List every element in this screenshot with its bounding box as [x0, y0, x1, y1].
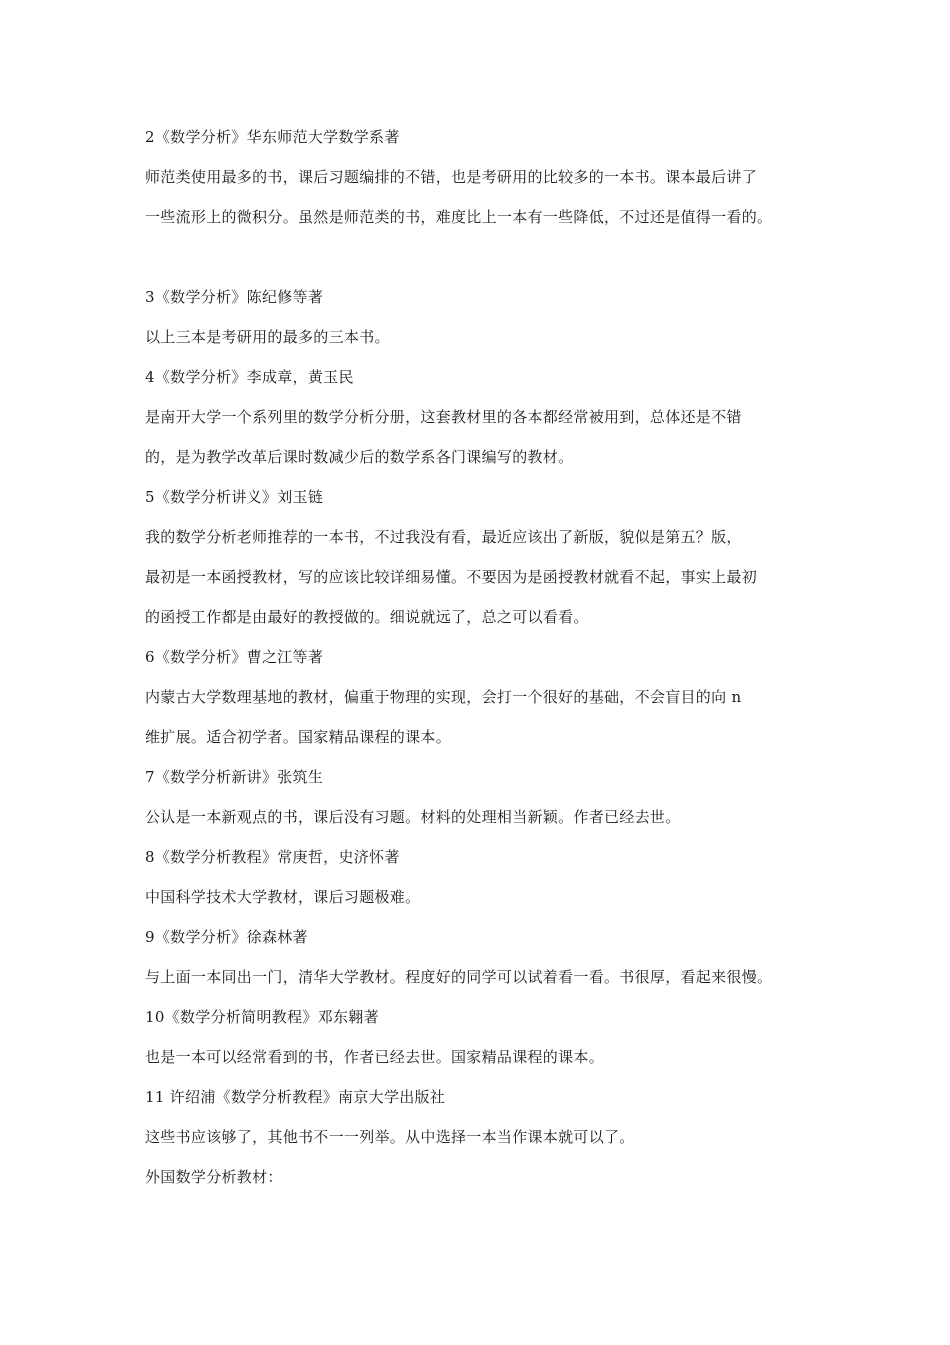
- book-description-2-line-2: 一些流形上的微积分。虽然是师范类的书，难度比上一本有一些降低，不过还是值得一看的。: [145, 208, 773, 226]
- book-description-5-line-2: 最初是一本函授教材，写的应该比较详细易懂。不要因为是函授教材就看不起，事实上最初: [145, 568, 758, 586]
- book-heading-6: 6《数学分析》曹之江等著: [145, 648, 324, 666]
- book-heading-10: 10《数学分析简明教程》邓东翱著: [145, 1008, 379, 1026]
- book-description-5-line-1: 我的数学分析老师推荐的一本书，不过我没有看，最近应该出了新版，貌似是第五？版，: [145, 528, 742, 546]
- closing-remark: 这些书应该够了，其他书不一一列举。从中选择一本当作课本就可以了。: [145, 1128, 635, 1146]
- book-heading-11: 11 许绍浦《数学分析教程》南京大学出版社: [145, 1088, 446, 1106]
- book-heading-4: 4《数学分析》李成章，黄玉民: [145, 368, 354, 386]
- book-description-10: 也是一本可以经常看到的书，作者已经去世。国家精品课程的课本。: [145, 1048, 605, 1066]
- book-heading-2: 2《数学分析》华东师范大学数学系著: [145, 128, 400, 146]
- book-heading-5: 5《数学分析讲义》刘玉链: [145, 488, 324, 506]
- book-description-9: 与上面一本同出一门，清华大学教材。程度好的同学可以试着看一看。书很厚，看起来很慢。: [145, 968, 773, 986]
- book-description-7: 公认是一本新观点的书，课后没有习题。材料的处理相当新颖。作者已经去世。: [145, 808, 681, 826]
- book-heading-3: 3《数学分析》陈纪修等著: [145, 288, 324, 306]
- book-heading-8: 8《数学分析教程》常庚哲，史济怀著: [145, 848, 400, 866]
- book-description-8: 中国科学技术大学教材，课后习题极难。: [145, 888, 421, 906]
- book-description-4-line-2: 的，是为教学改革后课时数减少后的数学系各门课编写的教材。: [145, 448, 574, 466]
- book-description-4-line-1: 是南开大学一个系列里的数学分析分册，这套教材里的各本都经常被用到，总体还是不错: [145, 408, 742, 426]
- book-description-5-line-3: 的函授工作都是由最好的教授做的。细说就远了，总之可以看看。: [145, 608, 589, 626]
- book-description-6-line-1: 内蒙古大学数理基地的教材，偏重于物理的实现，会打一个很好的基础，不会盲目的向 n: [145, 688, 742, 706]
- foreign-textbooks-heading: 外国数学分析教材：: [145, 1168, 283, 1186]
- book-description-2-line-1: 师范类使用最多的书，课后习题编排的不错，也是考研用的比较多的一本书。课本最后讲了: [145, 168, 758, 186]
- book-description-6-line-2: 维扩展。适合初学者。国家精品课程的课本。: [145, 728, 452, 746]
- book-heading-9: 9《数学分析》徐森林著: [145, 928, 308, 946]
- book-heading-7: 7《数学分析新讲》张筑生: [145, 768, 324, 786]
- book-description-3: 以上三本是考研用的最多的三本书。: [145, 328, 390, 346]
